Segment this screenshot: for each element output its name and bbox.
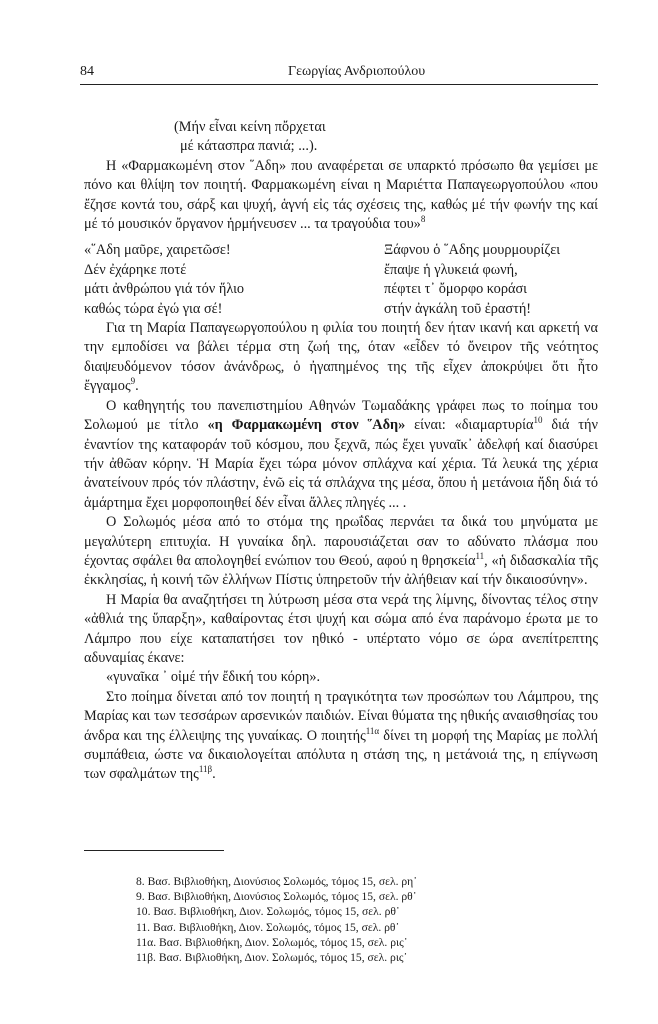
quote-line: «γυναῖκα ᾽ οἰμέ τήν ἔδική του κόρη». bbox=[106, 669, 321, 686]
footnote-ref: 11β bbox=[198, 764, 213, 775]
poem-line: ἔπαψε ἡ γλυκειά φωνή, bbox=[384, 261, 518, 278]
footnote: 11. Βασ. Βιβλιοθήκη, Διον. Σολωμός, τόμος 15, σελ. ρθ᾽ bbox=[136, 920, 400, 934]
footnote-ref: 10 bbox=[533, 415, 543, 426]
paragraph-text: είναι: «διαμαρτυρία bbox=[405, 417, 534, 434]
poem-line: Ξάφνου ὁ ῞Αδης μουρμουρίζει bbox=[384, 242, 561, 259]
paragraph-text: δίνει τη μορφή της Μαρίας με πολλή συμπάθεια, ώστε να δικαιολογείται απόλυτα η στάση της, η μετάνοιά της, η επίγνωση των σφαλμάτων της bbox=[84, 727, 598, 783]
poem-line: Δέν ἐχάρηκε ποτέ bbox=[84, 261, 187, 278]
footnote: 11α. Βασ. Βιβλιοθήκη, Διον. Σολωμός, τόμος 15, σελ. ρις᾽ bbox=[136, 935, 408, 949]
paragraph bbox=[84, 157, 598, 235]
footnotes bbox=[136, 874, 417, 965]
footnote: 10. Βασ. Βιβλιοθήκη, Διον. Σολωμός, τόμος 15, σελ. ρθ᾽ bbox=[136, 905, 400, 919]
poem bbox=[84, 241, 598, 319]
paragraph-text: Στο ποίημα δίνεται από τον ποιητή η τραγικότητα των προσώπων του Λάμπρου, της Μαρίας και των τεσσάρων αρσενικών παιδιών. Είναι θύματα της ηθικής αναισθησίας του άνδρα και της έλλειψης της γυναίκας. Ο ποιητής bbox=[84, 688, 598, 744]
paragraph-text: Η «Φαρμακωμένη στον ῞Αδη» που αναφέρεται σε υπαρκτό πρόσωπο θα γεμίσει με πόνο και θλίψη τον ποιητή. Φαρμακωμένη είναι η Μαριέττα Παπαγεωργοπούλου «που ἔζησε κοντά του, σάρξ και ψυχή, ἁγνή εἰς τάς σχέσεις της, καθώς μέ τήν φωνήν της καί μέ τό μουσικόν ὄργανον ἡρμήνευσεν ... τα τραγούδια του» bbox=[84, 157, 598, 233]
paragraph: Για τη Μαρία Παπαγεωργοπούλου η φιλία του ποιητή δεν ήταν ικανή και αρκετή να την εμποδίσει να βάλει τέρμα στη ζωή της, όταν «εἶδεν τό ὄνειρον τῆς νεότητος διαψευδόμενον τόσον ἀνάνδρως, ὁ ἠγαπημένος της τῆς εἶχεν ἀποκρύψει ὅτι ἦτο ἔγγαμος$^9$. bbox=[84, 320, 598, 395]
paragraph bbox=[84, 591, 598, 669]
paragraph-text: Ο καθηγητής του πανεπιστημίου Αθηνών Τωμαδάκης γράφει πως το ποίημα του Σολωμού με τίτλο bbox=[84, 397, 598, 434]
poem-title: «η Φαρμακωμένη στον ῞Αδη» bbox=[207, 417, 406, 434]
footnote-ref: 8 bbox=[420, 214, 426, 225]
poem-line: καθώς τώρα ἐγώ για σέ! bbox=[84, 300, 223, 317]
paragraph-text: διά τήν ἐναντίον της καταφοράν τοῦ κόσμου, που ξεχνᾶ, πώς ἔχει γυναῖκ᾽ ἀδελφή καί διασύρει τήν ἀθῶαν κόρην. Ἡ Μαρία ἔχει τώρα μόνον σπλάχνα καί χέρια. Τά λευκά της χέρια ἀνατείνουν πρός τόν πλάστην, ἐνῶ εἰς τά σπλάχνα της μέσα, ὅπου ἡ μετάνοια ἤδη διά τό ἁμάρτημα ἔχει μορφοποιηθεί δέν εἶναι ἄλλες πληγές ... . bbox=[84, 417, 598, 511]
quote-line: (Μήν εἶναι κείνη πὄρχεται bbox=[174, 119, 326, 135]
poem-left-column bbox=[84, 241, 384, 319]
poem-line: πέφτει τ᾽ ὄμορφο κοράσι bbox=[384, 281, 528, 298]
page-number: 84 bbox=[80, 64, 94, 79]
footnote-rule bbox=[84, 850, 224, 851]
running-title: Γεωργίας Ανδριοπούλου bbox=[288, 64, 426, 79]
running-header bbox=[80, 64, 598, 85]
paragraph-text: Η Μαρία θα αναζητήσει τη λύτρωση μέσα στα νερά της λίμνης, δίνοντας τέλος στην «ἀθλιά της ὕπαρξη», καθαίροντας έτσι ψυχή και σώμα από ένα παράνομο έρωτα με το Λάμπρο που είχε καταπατήσει τον ηθικό - υπέρτατο νόμο σε ώρα ανεπίτρεπτης αδυναμίας έκανε: bbox=[84, 591, 598, 666]
paragraph-text: . bbox=[212, 766, 216, 783]
poem-right-column bbox=[384, 241, 560, 319]
paragraph-text: Για τη Μαρία Παπαγεωργοπούλου η φιλία του ποιητή δεν ήταν ικανή και αρκετή να την εμποδίσει να βάλει τέρμα στη ζωή της, όταν «εἶδεν τό ὄνειρον τῆς νεότητος διαψευδόμενον τόσον ἀνάνδρως, ὁ ἠγαπημένος της τῆς εἶχεν ἀποκρύψει ὅτι ἦτο ἔγγαμος bbox=[84, 320, 598, 395]
quote-line: μέ κάτασπρα πανιά; ...). bbox=[180, 138, 318, 155]
footnote: 8. Βασ. Βιβλιοθήκη, Διονύσιος Σολωμός, τόμος 15, σελ. ρη᾽ bbox=[136, 875, 418, 888]
body-text bbox=[84, 118, 598, 785]
footnote: 9. Βασ. Βιβλιοθήκη, Διονύσιος Σολωμός, τόμος 15, σελ. ρθ᾽ bbox=[136, 890, 417, 904]
poem-line: στήν ἀγκάλη τοῦ ἐραστή! bbox=[384, 300, 532, 317]
poem-line: «῞Αδη μαῦρε, χαιρετῶσε! bbox=[84, 242, 231, 259]
paragraph-text: Ο Σολωμός μέσα από το στόμα της ηρωΐδας περνάει τα δικά του μηνύματα με μεγαλύτερη επιτυχία. Η γυναίκα δηλ. παρουσιάζεται σαν το αδύνατο πλάσμα που έχοντας σφάλει θα απολογηθεί ενώπιον του Θεού, αφού η θρησκεία bbox=[84, 514, 598, 569]
paragraph bbox=[84, 688, 598, 785]
footnote-ref: 11 bbox=[475, 551, 485, 562]
footnote-ref: 11α bbox=[365, 725, 380, 736]
footnote: 11β. Βασ. Βιβλιοθήκη, Διον. Σολωμός, τόμος 15, σελ. ρις᾽ bbox=[136, 951, 408, 965]
footnote-ref: 9 bbox=[130, 376, 136, 387]
paragraph bbox=[84, 397, 598, 513]
paragraph-text: , «ἡ διδασκαλία τῆς ἐκκλησίας, ἡ κοινή τῶν ἐλλήνων Πίστις ὑπηρετοῦν τήν ἀλήθειαν καί τήν δικαιοσύνην». bbox=[84, 552, 598, 589]
paragraph bbox=[84, 513, 598, 591]
poem-line: μάτι ἀνθρώπου γιά τόν ἥλιο bbox=[84, 281, 245, 298]
